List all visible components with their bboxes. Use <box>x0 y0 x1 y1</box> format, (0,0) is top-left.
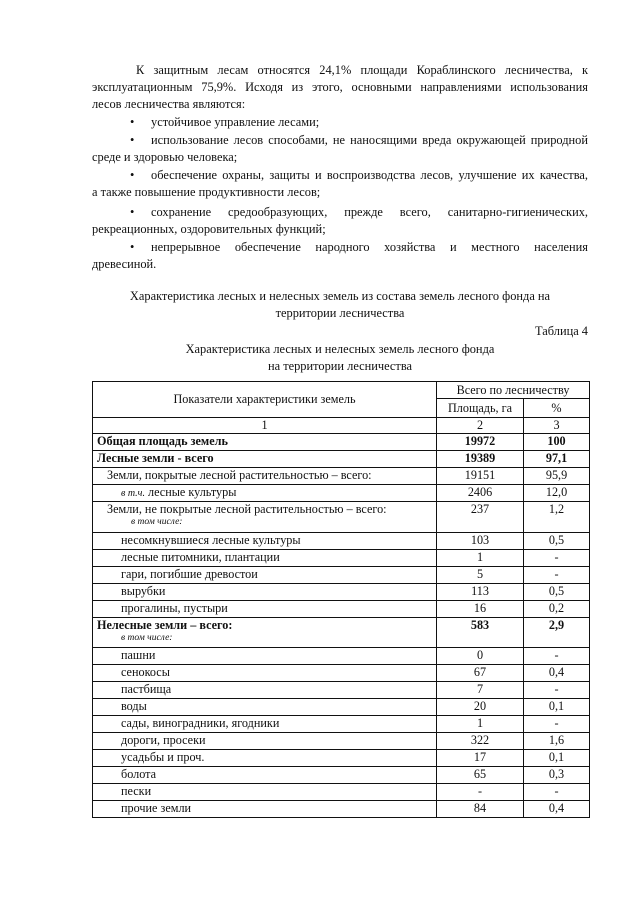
bullet-3: • <box>130 168 135 182</box>
table-row <box>93 784 590 801</box>
table-row <box>93 434 590 451</box>
intro-line-3: лесов лесничества являются: <box>92 97 246 111</box>
row-pct: - <box>524 682 590 699</box>
table-row <box>93 733 590 750</box>
row-label: лесные питомники, плантации <box>93 550 437 567</box>
row-area: 84 <box>437 801 524 818</box>
table-row <box>93 750 590 767</box>
header-indicator: Показатели характеристики земель <box>93 382 437 418</box>
land-table <box>92 381 590 818</box>
header-area: Площадь, га <box>437 399 524 418</box>
row-pct: 0,4 <box>524 801 590 818</box>
row-pct: 2,9 <box>524 618 590 648</box>
column-numbers-row <box>93 418 590 434</box>
row-label: пашни <box>93 648 437 665</box>
header-pct: % <box>524 399 590 418</box>
table-row <box>93 485 590 502</box>
row-pct: 1,6 <box>524 733 590 750</box>
bullet-4-line-2: рекреационных, оздоровительных функций; <box>92 222 326 236</box>
row-area: 237 <box>437 502 524 533</box>
row-label-cell <box>93 485 437 502</box>
table-row <box>93 550 590 567</box>
row-pct: 0,4 <box>524 665 590 682</box>
table-row <box>93 767 590 784</box>
row-pct: 12,0 <box>524 485 590 502</box>
bullet-5: • <box>130 240 135 254</box>
row-pct: - <box>524 648 590 665</box>
row-area: - <box>437 784 524 801</box>
section-heading-line-2: территории лесничества <box>275 306 405 320</box>
row-area: 17 <box>437 750 524 767</box>
table-row <box>93 601 590 618</box>
table-row <box>93 801 590 818</box>
row-label: лесные культуры <box>144 485 237 499</box>
col-num-1: 1 <box>93 418 437 434</box>
bullet-4: • <box>130 205 135 219</box>
row-label: несомкнувшиеся лесные культуры <box>93 533 437 550</box>
row-area: 19389 <box>437 451 524 468</box>
intro-line-1: К защитным лесам относятся 24,1% площади Кораблинского лесничества, к <box>136 63 588 77</box>
row-sublabel: в том числе: <box>131 517 183 527</box>
header-total: Всего по лесничеству <box>437 382 590 399</box>
row-area: 16 <box>437 601 524 618</box>
row-label: пастбища <box>93 682 437 699</box>
row-sublabel: в том числе: <box>121 633 173 643</box>
bullet-5-line-2: древесиной. <box>92 257 157 271</box>
table-row <box>93 567 590 584</box>
row-area: 583 <box>437 618 524 648</box>
row-pct: 1,2 <box>524 502 590 533</box>
row-label: прочие земли <box>93 801 437 818</box>
row-pct: 0,1 <box>524 750 590 767</box>
row-label: Нелесные земли – всего: <box>97 618 233 632</box>
table-number: Таблица 4 <box>535 324 588 338</box>
row-label: пески <box>93 784 437 801</box>
row-area: 1 <box>437 716 524 733</box>
row-area: 1 <box>437 550 524 567</box>
row-label-cell <box>93 502 437 533</box>
row-label: Земли, не покрытые лесной растительностью – всего: <box>107 502 387 516</box>
bullet-4-line-1: сохранение средообразующих, прежде всего, санитарно-гигиенических, <box>151 205 588 219</box>
bullet-2: • <box>130 133 135 147</box>
row-pct: 95,9 <box>524 468 590 485</box>
row-label: Общая площадь земель <box>93 434 437 451</box>
row-pct: 100 <box>524 434 590 451</box>
table-row <box>93 468 590 485</box>
row-area: 2406 <box>437 485 524 502</box>
col-num-3: 3 <box>524 418 590 434</box>
table-row <box>93 716 590 733</box>
bullet-2-line-2: среде и здоровью человека; <box>92 150 238 164</box>
table-row <box>93 502 590 533</box>
table-row <box>93 533 590 550</box>
row-label: болота <box>93 767 437 784</box>
row-label: сенокосы <box>93 665 437 682</box>
row-area: 113 <box>437 584 524 601</box>
row-pct: 0,3 <box>524 767 590 784</box>
table-row <box>93 618 590 648</box>
row-area: 103 <box>437 533 524 550</box>
table-row <box>93 665 590 682</box>
table-row <box>93 584 590 601</box>
row-label: Лесные земли - всего <box>93 451 437 468</box>
row-pct: - <box>524 567 590 584</box>
row-label: Земли, покрытые лесной растительностью – всего: <box>93 468 437 485</box>
table-row <box>93 451 590 468</box>
bullet-3-line-1: обеспечение охраны, защиты и воспроизводства лесов, улучшение их качества, <box>151 168 588 182</box>
table-caption-line-2: на территории лесничества <box>267 359 413 373</box>
section-heading-line-1: Характеристика лесных и нелесных земель из состава земель лесного фонда на <box>129 289 551 303</box>
bullet-1: • <box>130 115 135 129</box>
row-area: 19151 <box>437 468 524 485</box>
row-pct: 0,5 <box>524 584 590 601</box>
bullet-2-line-1: использование лесов способами, не наносящими вреда окружающей природной <box>151 133 588 147</box>
table-caption-line-1: Характеристика лесных и нелесных земель лесного фонда <box>185 342 495 356</box>
intro-line-2: эксплуатационным 75,9%. Исходя из этого, основными направлениями использования <box>92 80 588 94</box>
row-pct: 0,2 <box>524 601 590 618</box>
row-label: сады, виноградники, ягодники <box>93 716 437 733</box>
row-label: усадьбы и проч. <box>93 750 437 767</box>
table-row <box>93 648 590 665</box>
row-area: 5 <box>437 567 524 584</box>
row-pct: 0,5 <box>524 533 590 550</box>
row-pct: 97,1 <box>524 451 590 468</box>
row-pct: - <box>524 716 590 733</box>
row-area: 19972 <box>437 434 524 451</box>
table-row <box>93 699 590 716</box>
row-pct: - <box>524 550 590 567</box>
row-label: воды <box>93 699 437 716</box>
row-label: гари, погибшие древостои <box>93 567 437 584</box>
row-prefix: в т.ч. <box>121 488 145 499</box>
col-num-2: 2 <box>437 418 524 434</box>
bullet-5-line-1: непрерывное обеспечение народного хозяйства и местного населения <box>151 240 588 254</box>
row-label: прогалины, пустыри <box>93 601 437 618</box>
row-area: 65 <box>437 767 524 784</box>
row-area: 322 <box>437 733 524 750</box>
row-area: 0 <box>437 648 524 665</box>
row-pct: - <box>524 784 590 801</box>
table-row <box>93 682 590 699</box>
row-area: 7 <box>437 682 524 699</box>
row-label: вырубки <box>93 584 437 601</box>
row-label-cell <box>93 618 437 648</box>
bullet-3-line-2: а также повышение продуктивности лесов; <box>92 185 321 199</box>
bullet-1-text: устойчивое управление лесами; <box>151 115 320 129</box>
row-area: 20 <box>437 699 524 716</box>
row-pct: 0,1 <box>524 699 590 716</box>
row-area: 67 <box>437 665 524 682</box>
row-label: дороги, просеки <box>93 733 437 750</box>
